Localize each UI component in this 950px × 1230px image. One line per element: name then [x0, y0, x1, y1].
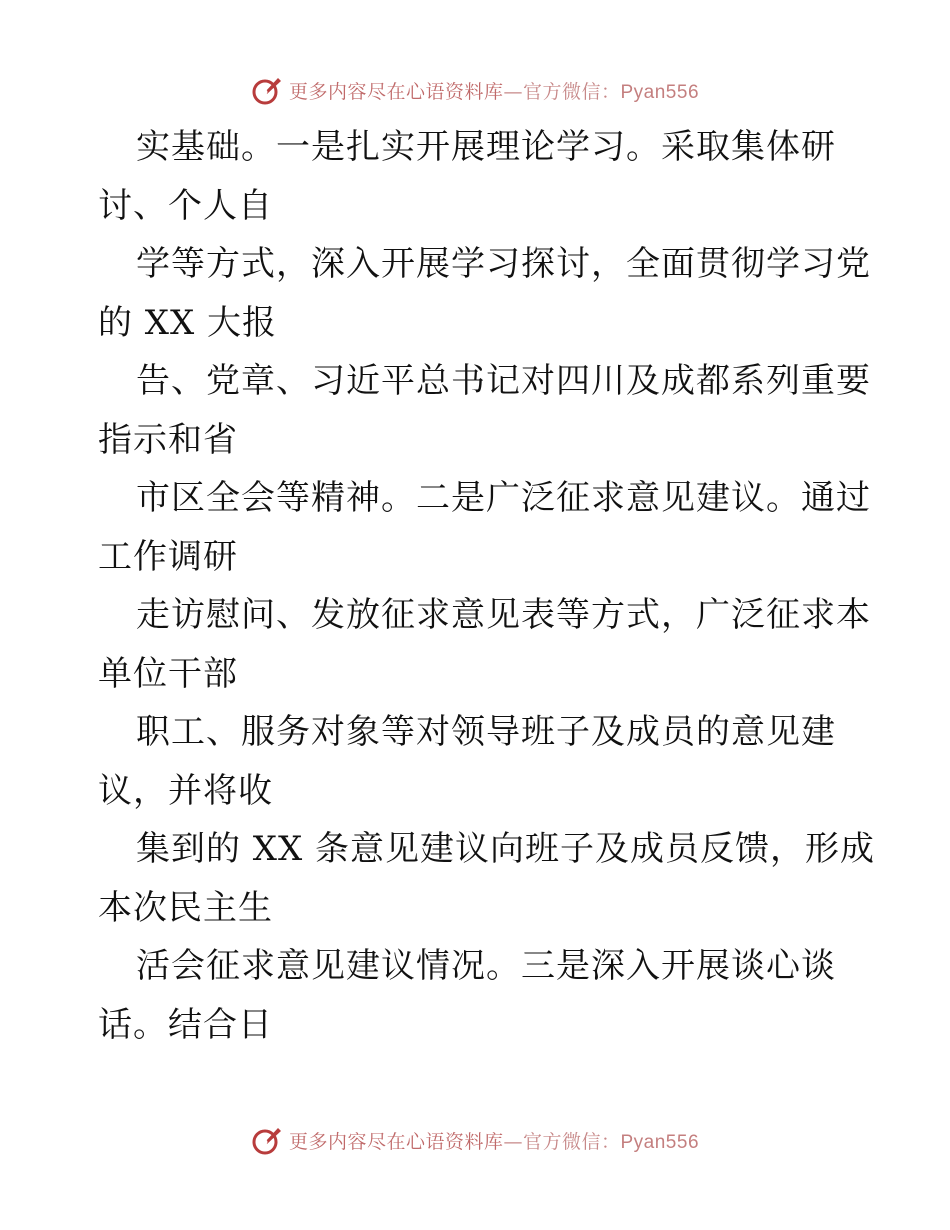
document-body: [98, 118, 876, 1054]
body-line: 活会征求意见建议情况。三是深入开展谈心谈: [136, 946, 836, 986]
footer-banner-text: [289, 1127, 699, 1154]
header-banner-dash: —: [503, 80, 523, 103]
body-line: 告、党章、习近平总书记对四川及成都系列重要: [136, 361, 871, 401]
pen-nib-logo-icon: [251, 74, 283, 106]
footer-banner-dash: —: [503, 1130, 523, 1153]
footer-banner: [0, 1120, 950, 1160]
footer-banner-middle: 官方微信：: [522, 1130, 621, 1153]
body-line: 本次民主生: [98, 887, 273, 928]
header-banner-text: [289, 77, 699, 104]
body-line: 单位干部: [98, 653, 238, 694]
header-banner-middle: 官方微信：: [522, 80, 621, 103]
body-line: 话。结合日: [98, 1004, 273, 1045]
body-line: 议，并将收: [98, 770, 273, 811]
body-line: 职工、服务对象等对领导班子及成员的意见建: [136, 712, 836, 752]
footer-banner-content: [251, 1124, 699, 1156]
body-line: 集到的 XX 条意见建议向班子及成员反馈，形成: [136, 829, 876, 869]
body-line: 市区全会等精神。二是广泛征求意见建议。通过: [136, 478, 871, 518]
body-line: 实基础。一是扎实开展理论学习。采取集体研: [136, 127, 836, 167]
body-line: 走访慰问、发放征求意见表等方式，广泛征求本: [136, 595, 871, 635]
body-line: 学等方式，深入开展学习探讨，全面贯彻学习党: [136, 244, 871, 284]
header-banner: [0, 70, 950, 110]
header-banner-prefix: 更多内容尽在心语资料库: [288, 80, 504, 103]
body-line: 指示和省: [98, 419, 238, 460]
body-line: 工作调研: [98, 536, 238, 577]
body-line: 讨、个人自: [98, 185, 273, 226]
header-banner-id: Pyan556: [620, 81, 700, 103]
header-banner-content: [251, 74, 699, 106]
footer-banner-id: Pyan556: [620, 1131, 700, 1153]
body-line: 的 XX 大报: [98, 302, 278, 343]
pen-nib-logo-icon: [251, 1124, 283, 1156]
footer-banner-prefix: 更多内容尽在心语资料库: [288, 1130, 504, 1153]
